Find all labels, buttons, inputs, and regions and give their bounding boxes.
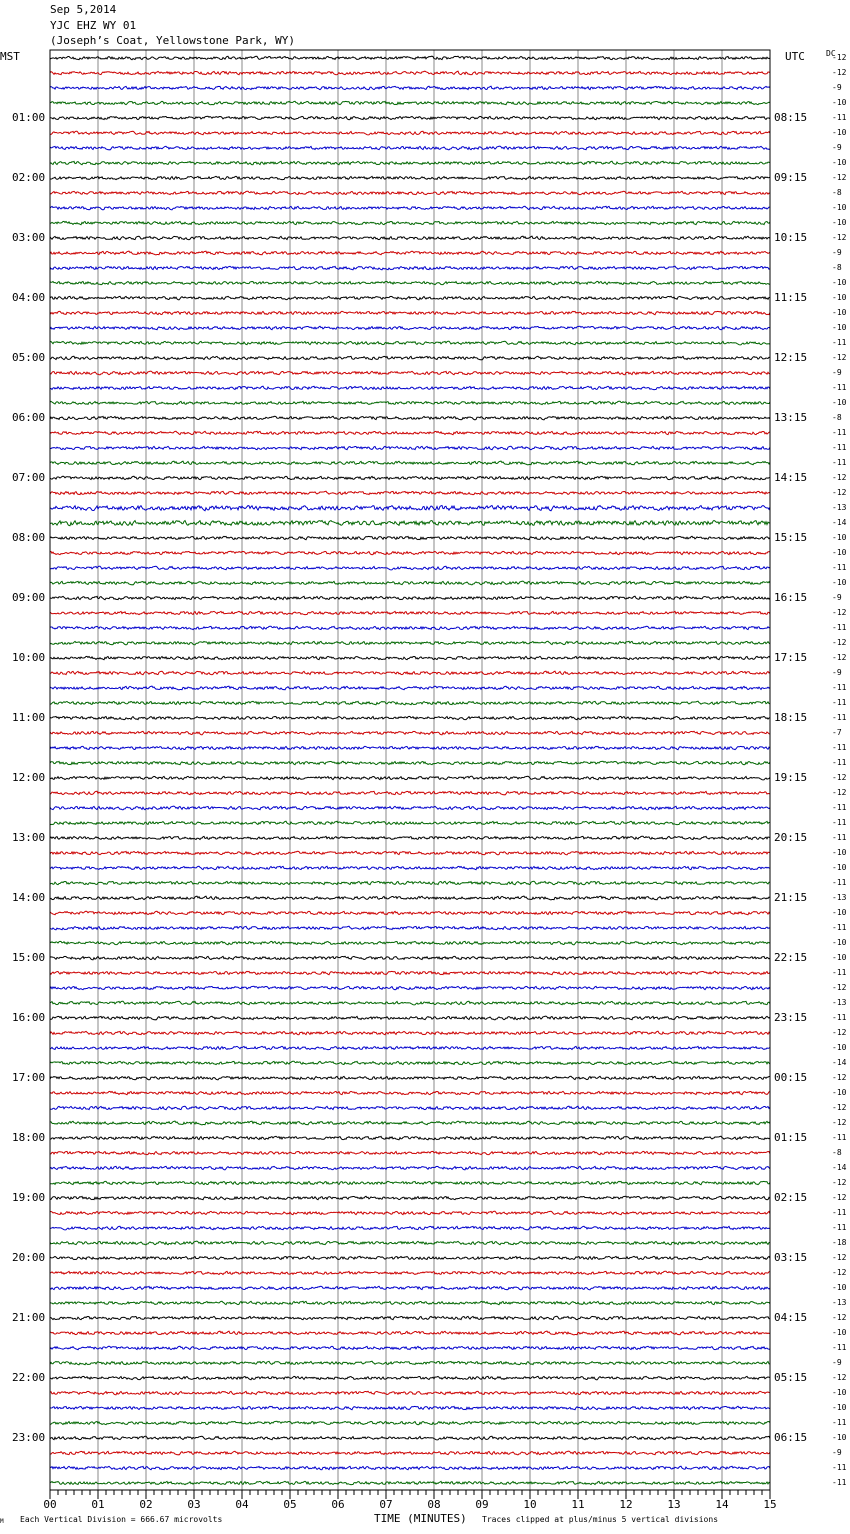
utc-hour-label: 17:15	[774, 651, 808, 664]
utc-hour-label: 08:15	[774, 111, 808, 124]
trace-row-70	[50, 1106, 770, 1110]
mst-hour-label: 11:00	[12, 711, 46, 724]
x-axis-title: TIME (MINUTES)	[374, 1512, 467, 1525]
x-tick-label: 09	[475, 1498, 489, 1511]
mst-hour-label: 08:00	[12, 531, 46, 544]
trace-row-68	[50, 1076, 770, 1080]
trace-row-69	[50, 1091, 770, 1094]
trace-row-31	[50, 521, 770, 526]
trace-row-49	[50, 791, 770, 795]
x-tick-label: 06	[331, 1498, 345, 1511]
dc-offset-value: -9	[832, 1448, 842, 1457]
mst-hour-label: 21:00	[12, 1311, 46, 1324]
dc-offset-value: -11	[832, 803, 847, 812]
utc-hour-label: 04:15	[774, 1311, 808, 1324]
dc-offset-value: -12	[832, 473, 847, 482]
dc-offset-value: -8	[832, 413, 842, 422]
dc-offset-value: -11	[832, 833, 847, 842]
trace-row-8	[50, 176, 770, 179]
dc-offset-value: -10	[832, 398, 847, 407]
header-station: YJC EHZ WY 01	[50, 19, 137, 32]
dc-offset-value: -12	[832, 1373, 847, 1382]
dc-offset-value: -7	[832, 728, 842, 737]
corner-mark: M	[0, 1518, 4, 1525]
trace-row-67	[50, 1061, 770, 1064]
dc-offset-value: -12	[832, 173, 847, 182]
dc-offset-value: -12	[832, 788, 847, 797]
trace-row-73	[50, 1151, 770, 1154]
trace-row-39	[50, 641, 770, 645]
utc-hour-label: 23:15	[774, 1011, 808, 1024]
utc-hour-label: 10:15	[774, 231, 808, 244]
trace-row-20	[50, 356, 770, 360]
trace-row-82	[50, 1286, 770, 1290]
trace-row-64	[50, 1016, 770, 1020]
utc-hour-label: 13:15	[774, 411, 808, 424]
mst-hour-label: 07:00	[12, 471, 46, 484]
trace-row-25	[50, 431, 770, 434]
x-tick-label: 05	[283, 1498, 297, 1511]
dc-offset-value: -10	[832, 323, 847, 332]
trace-row-45	[50, 731, 770, 735]
dc-offset-value: -11	[832, 1478, 847, 1487]
trace-row-59	[50, 941, 770, 945]
mst-hour-label: 22:00	[12, 1371, 46, 1384]
dc-offset-value: -11	[832, 758, 847, 767]
dc-offset-value: -10	[832, 1403, 847, 1412]
mst-hour-label: 12:00	[12, 771, 46, 784]
seismic-traces	[50, 56, 770, 1485]
dc-offset-value: -12	[832, 1313, 847, 1322]
dc-offset-value: -13	[832, 893, 847, 902]
dc-offset-value: -11	[832, 968, 847, 977]
dc-offset-value: -11	[832, 443, 847, 452]
dc-offset-value: -12	[832, 1178, 847, 1187]
dc-offset-value: -10	[832, 1388, 847, 1397]
trace-row-14	[50, 266, 770, 270]
trace-row-6	[50, 146, 770, 150]
scale-note: Each Vertical Division = 666.67 microvolts	[20, 1515, 223, 1524]
x-tick-label: 02	[139, 1498, 153, 1511]
trace-row-54	[50, 866, 770, 869]
dc-offset-value: -12	[832, 608, 847, 617]
trace-row-30	[50, 506, 770, 511]
dc-offset-value: -11	[832, 1418, 847, 1427]
trace-row-79	[50, 1241, 770, 1245]
trace-row-76	[50, 1196, 770, 1199]
trace-row-94	[50, 1466, 770, 1470]
trace-row-28	[50, 476, 770, 480]
dc-offset-value: -9	[832, 368, 842, 377]
x-tick-label: 11	[571, 1498, 585, 1511]
trace-row-21	[50, 371, 770, 375]
dc-offset-value: -10	[832, 1088, 847, 1097]
x-tick-label: 13	[667, 1498, 681, 1511]
trace-row-40	[50, 656, 770, 659]
dc-offset-value: -12	[832, 1028, 847, 1037]
utc-hour-label: 09:15	[774, 171, 808, 184]
utc-hour-label: 01:15	[774, 1131, 808, 1144]
trace-row-56	[50, 896, 770, 900]
trace-row-5	[50, 131, 770, 135]
dc-offset-value: -12	[832, 773, 847, 782]
trace-row-34	[50, 566, 770, 570]
clip-note: Traces clipped at plus/minus 5 vertical divisions	[482, 1515, 719, 1524]
x-tick-label: 15	[763, 1498, 777, 1511]
utc-axis-label: UTC	[785, 50, 805, 63]
mst-hour-label: 14:00	[12, 891, 46, 904]
trace-row-23	[50, 401, 770, 404]
trace-row-24	[50, 416, 770, 420]
x-tick-label: 14	[715, 1498, 729, 1511]
dc-offset-value: -10	[832, 848, 847, 857]
dc-offset-value: -14	[832, 518, 847, 527]
dc-offset-value: -12	[832, 1118, 847, 1127]
trace-row-92	[50, 1436, 770, 1440]
trace-row-19	[50, 341, 770, 345]
dc-offset-value: -11	[832, 383, 847, 392]
dc-offset-value: -12	[832, 1073, 847, 1082]
trace-row-85	[50, 1331, 770, 1335]
x-tick-label: 03	[187, 1498, 201, 1511]
dc-offset-value: -12	[832, 638, 847, 647]
dc-offset-value: -11	[832, 878, 847, 887]
trace-row-13	[50, 251, 770, 255]
header-date: Sep 5,2014	[50, 3, 117, 16]
dc-offset-value: -10	[832, 938, 847, 947]
trace-row-43	[50, 701, 770, 705]
dc-offset-value: -10	[832, 278, 847, 287]
trace-row-65	[50, 1031, 770, 1035]
dc-offset-value: -12	[832, 353, 847, 362]
dc-offset-value: -11	[832, 923, 847, 932]
dc-offset-value: -11	[832, 428, 847, 437]
dc-offset-value: -11	[832, 1133, 847, 1142]
utc-hour-label: 11:15	[774, 291, 808, 304]
dc-offset-value: -8	[832, 1148, 842, 1157]
trace-row-52	[50, 836, 770, 839]
trace-row-80	[50, 1256, 770, 1260]
dc-offset-value: -11	[832, 818, 847, 827]
trace-row-89	[50, 1391, 770, 1395]
trace-row-22	[50, 386, 770, 390]
dc-offset-value: -12	[832, 233, 847, 242]
dc-offset-value: -18	[832, 1238, 847, 1247]
dc-offset-value: -9	[832, 83, 842, 92]
trace-row-33	[50, 551, 770, 554]
dc-offset-value: -10	[832, 548, 847, 557]
dc-offset-value: -12	[832, 488, 847, 497]
dc-offset-value: -11	[832, 1343, 847, 1352]
trace-row-74	[50, 1166, 770, 1170]
trace-row-42	[50, 686, 770, 690]
trace-row-78	[50, 1226, 770, 1230]
x-tick-label: 01	[91, 1498, 105, 1511]
utc-hour-label: 22:15	[774, 951, 808, 964]
dc-offset-value: -10	[832, 158, 847, 167]
dc-offset-value: -10	[832, 218, 847, 227]
mst-hour-label: 15:00	[12, 951, 46, 964]
trace-row-53	[50, 851, 770, 855]
x-tick-label: 00	[43, 1498, 57, 1511]
trace-row-84	[50, 1316, 770, 1319]
dc-offset-value: -9	[832, 668, 842, 677]
trace-row-81	[50, 1271, 770, 1274]
utc-hour-label: 15:15	[774, 531, 808, 544]
utc-hour-label: 00:15	[774, 1071, 808, 1084]
mst-hour-label: 17:00	[12, 1071, 46, 1084]
trace-row-55	[50, 881, 770, 884]
dc-offset-value: -10	[832, 1328, 847, 1337]
dc-offset-value: -10	[832, 533, 847, 542]
dc-offset-value: -12	[832, 1103, 847, 1112]
trace-row-63	[50, 1001, 770, 1005]
trace-row-7	[50, 161, 770, 165]
dc-offset-value: -10	[832, 953, 847, 962]
trace-row-75	[50, 1181, 770, 1184]
trace-row-10	[50, 206, 770, 210]
trace-row-90	[50, 1406, 770, 1409]
dc-offset-value: -12	[832, 68, 847, 77]
trace-row-36	[50, 596, 770, 600]
dc-offset-value: -10	[832, 293, 847, 302]
dc-offset-value: -10	[832, 98, 847, 107]
trace-row-51	[50, 821, 770, 825]
mst-axis-label: MST	[0, 50, 20, 63]
utc-hour-label: 20:15	[774, 831, 808, 844]
trace-row-38	[50, 626, 770, 629]
dc-offset-value: -9	[832, 1358, 842, 1367]
trace-row-1	[50, 71, 770, 75]
mst-hour-label: 06:00	[12, 411, 46, 424]
dc-offset-value: -10	[832, 1433, 847, 1442]
trace-row-0	[50, 56, 770, 60]
dc-offset-value: -9	[832, 593, 842, 602]
mst-hour-label: 16:00	[12, 1011, 46, 1024]
dc-offset-value: -10	[832, 908, 847, 917]
dc-offset-value: -12	[832, 983, 847, 992]
dc-offset-value: -12	[832, 1193, 847, 1202]
trace-row-71	[50, 1121, 770, 1125]
x-tick-label: 12	[619, 1498, 633, 1511]
dc-offset-value: -13	[832, 503, 847, 512]
mst-hour-label: 05:00	[12, 351, 46, 364]
trace-row-9	[50, 191, 770, 194]
dc-offset-value: -10	[832, 1283, 847, 1292]
utc-hour-label: 14:15	[774, 471, 808, 484]
trace-row-12	[50, 236, 770, 240]
dc-offset-value: -13	[832, 1298, 847, 1307]
mst-hour-label: 13:00	[12, 831, 46, 844]
trace-row-91	[50, 1421, 770, 1424]
dc-offset-value: -12	[832, 1253, 847, 1262]
trace-row-16	[50, 296, 770, 300]
trace-row-50	[50, 806, 770, 810]
dc-offset-value: -11	[832, 713, 847, 722]
trace-row-58	[50, 926, 770, 930]
utc-hour-label: 02:15	[774, 1191, 808, 1204]
mst-hour-label: 23:00	[12, 1431, 46, 1444]
dc-offset-value: -14	[832, 1058, 847, 1067]
x-tick-label: 10	[523, 1498, 537, 1511]
dc-offset-value: -12	[832, 53, 847, 62]
trace-row-72	[50, 1136, 770, 1140]
mst-hour-label: 04:00	[12, 291, 46, 304]
dc-offset-value: -11	[832, 338, 847, 347]
dc-offset-value: -9	[832, 248, 842, 257]
dc-offset-value: -10	[832, 578, 847, 587]
header-location: (Joseph’s Coat, Yellowstone Park, WY)	[50, 34, 296, 47]
mst-hour-label: 20:00	[12, 1251, 46, 1264]
utc-hour-label: 19:15	[774, 771, 808, 784]
trace-row-37	[50, 611, 770, 614]
dc-offset-value: -11	[832, 683, 847, 692]
mst-hour-label: 01:00	[12, 111, 46, 124]
trace-row-35	[50, 581, 770, 585]
trace-row-95	[50, 1481, 770, 1484]
mst-hour-label: 10:00	[12, 651, 46, 664]
trace-row-4	[50, 116, 770, 119]
mst-hour-label: 09:00	[12, 591, 46, 604]
trace-row-86	[50, 1346, 770, 1350]
trace-row-44	[50, 716, 770, 719]
dc-label: DC	[826, 49, 836, 58]
x-tick-label: 04	[235, 1498, 249, 1511]
mst-hour-label: 03:00	[12, 231, 46, 244]
trace-row-17	[50, 311, 770, 314]
dc-offset-value: -10	[832, 128, 847, 137]
trace-row-47	[50, 761, 770, 764]
dc-offset-value: -10	[832, 1043, 847, 1052]
utc-hour-label: 18:15	[774, 711, 808, 724]
trace-row-29	[50, 491, 770, 495]
dc-offset-value: -11	[832, 743, 847, 752]
trace-row-11	[50, 221, 770, 224]
trace-row-32	[50, 536, 770, 539]
dc-offset-value: -11	[832, 1208, 847, 1217]
dc-offset-value: -12	[832, 1268, 847, 1277]
dc-offset-value: -10	[832, 203, 847, 212]
mst-hour-label: 19:00	[12, 1191, 46, 1204]
trace-row-83	[50, 1301, 770, 1304]
x-tick-label: 08	[427, 1498, 441, 1511]
x-tick-label: 07	[379, 1498, 393, 1511]
trace-row-41	[50, 671, 770, 675]
dc-offset-value: -8	[832, 188, 842, 197]
dc-offset-value: -8	[832, 263, 842, 272]
mst-hour-label: 18:00	[12, 1131, 46, 1144]
trace-row-18	[50, 326, 770, 329]
dc-offset-value: -9	[832, 143, 842, 152]
dc-offset-value: -11	[832, 1463, 847, 1472]
dc-offset-value: -11	[832, 623, 847, 632]
dc-offset-value: -11	[832, 1223, 847, 1232]
utc-hour-label: 05:15	[774, 1371, 808, 1384]
utc-hour-label: 03:15	[774, 1251, 808, 1264]
trace-row-3	[50, 101, 770, 104]
trace-row-46	[50, 746, 770, 749]
trace-row-48	[50, 776, 770, 780]
trace-row-57	[50, 911, 770, 915]
utc-hour-label: 12:15	[774, 351, 808, 364]
dc-offset-value: -11	[832, 563, 847, 572]
trace-row-66	[50, 1046, 770, 1049]
dc-offset-value: -11	[832, 1013, 847, 1022]
utc-hour-label: 21:15	[774, 891, 808, 904]
trace-row-26	[50, 446, 770, 449]
dc-offset-value: -10	[832, 308, 847, 317]
dc-offset-value: -11	[832, 113, 847, 122]
trace-row-2	[50, 86, 770, 90]
dc-offset-value: -11	[832, 698, 847, 707]
trace-row-87	[50, 1361, 770, 1365]
time-axis	[43, 1490, 776, 1511]
trace-row-27	[50, 461, 770, 465]
dc-offset-value: -11	[832, 458, 847, 467]
trace-row-62	[50, 986, 770, 989]
trace-row-61	[50, 971, 770, 974]
utc-hour-label: 06:15	[774, 1431, 808, 1444]
trace-row-77	[50, 1211, 770, 1214]
mst-hour-label: 02:00	[12, 171, 46, 184]
dc-offset-value: -12	[832, 653, 847, 662]
trace-row-15	[50, 281, 770, 284]
utc-hour-label: 16:15	[774, 591, 808, 604]
trace-row-88	[50, 1376, 770, 1380]
trace-row-93	[50, 1451, 770, 1455]
dc-offset-value: -10	[832, 863, 847, 872]
dc-offset-value: -14	[832, 1163, 847, 1172]
dc-offset-value: -13	[832, 998, 847, 1007]
trace-row-60	[50, 956, 770, 960]
